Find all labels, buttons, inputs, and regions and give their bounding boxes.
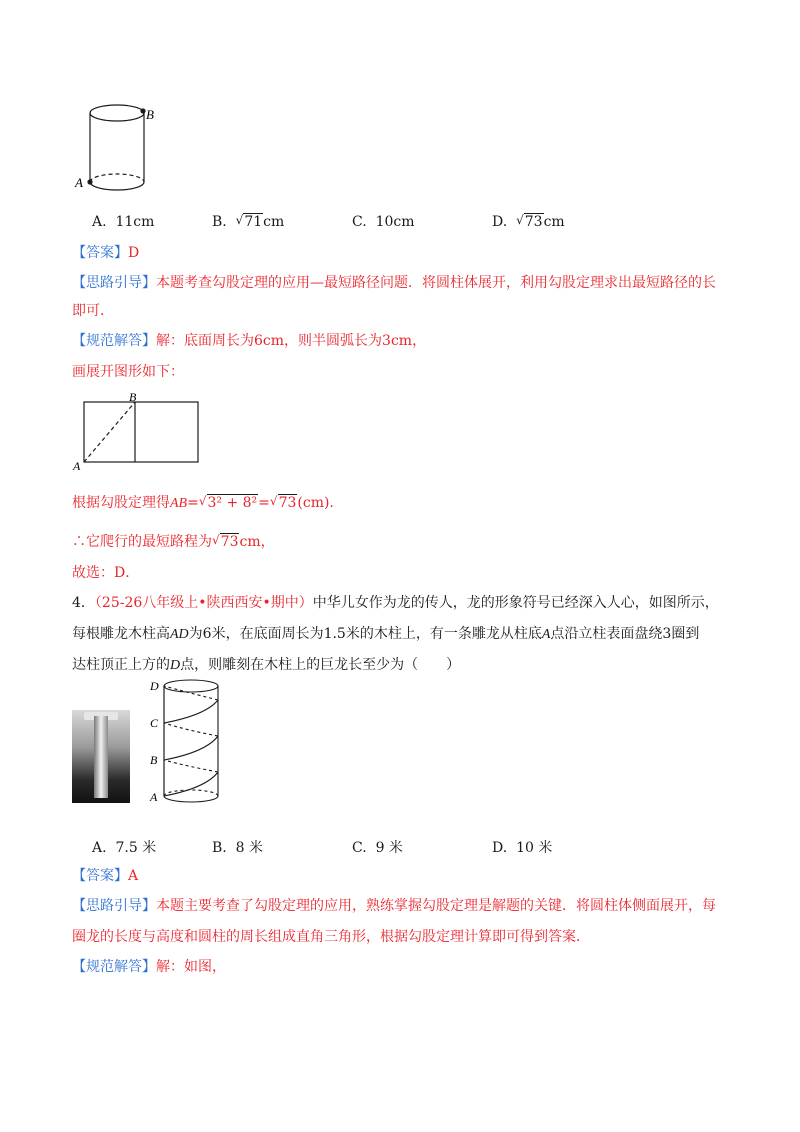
q4-solution: 【规范解答】解：如图， (72, 959, 226, 975)
q3-conclusion: ∴它爬行的最短路程为√73cm， (72, 533, 275, 550)
label-a: A (150, 790, 158, 804)
label-b: B (129, 390, 137, 404)
q3-hint: 【思路引导】本题考查勾股定理的应用—最短路径问题．将圆柱体展开，利用勾股定理求出最短路径的长 (72, 275, 716, 291)
q3-option-b[interactable]: B. √71cm (212, 213, 285, 230)
label-c: C (150, 716, 159, 730)
q3-solution-line2: 画展开图形如下： (72, 364, 184, 380)
pillar-body (94, 716, 108, 798)
q4-stem-line3: 达柱顶正上方的D点，则雕刻在木柱上的巨龙长至少为（ ） (72, 657, 461, 673)
label-a: A (73, 459, 81, 472)
q3-choice: 故选：D． (72, 565, 140, 581)
q3-hint-cont: 即可． (72, 303, 114, 319)
q3-option-a[interactable]: A. 11cm (92, 214, 155, 230)
q4-hint: 【思路引导】本题主要考查了勾股定理的应用，熟练掌握勾股定理是解题的关键．将圆柱体侧面展开，每 (72, 898, 716, 914)
q4-answer: 【答案】A (72, 868, 139, 884)
cylinder-figure (70, 96, 170, 196)
q4-option-a[interactable]: A. 7.5 米 (92, 840, 157, 856)
q3-ab-equation: 根据勾股定理得AB=√3² + 8²=√73(cm). (72, 494, 334, 511)
q4-stem-line2: 每根雕龙木柱高AD为6米，在底面周长为1.5米的木柱上，有一条雕龙从柱底A点沿立柱表面盘绕3圈到 (72, 626, 700, 642)
q4-option-b[interactable]: B. 8 米 (212, 840, 264, 856)
spiral-cylinder-figure (146, 676, 236, 810)
q3-solution: 【规范解答】解：底面周长为6cm，则半圆弧长为3cm， (72, 333, 427, 349)
label-a: A (75, 175, 83, 190)
pillar-photo (72, 710, 130, 803)
q4-stem-line1: 4．（25-26八年级上•陕西西安•期中）中华儿女作为龙的传人，龙的形象符号已经深入人心，如图所示， (72, 595, 719, 611)
q4-option-c[interactable]: C. 9 米 (352, 840, 403, 856)
q3-option-c[interactable]: C. 10cm (352, 214, 415, 230)
label-d: D (150, 679, 159, 693)
q4-hint-cont: 圈龙的长度与高度和圆柱的周长组成直角三角形，根据勾股定理计算即可得到答案． (72, 929, 590, 945)
q3-answer: 【答案】D (72, 245, 140, 261)
label-b: B (150, 753, 158, 767)
unfolded-rectangle-figure (70, 390, 205, 472)
label-b: B (146, 107, 154, 122)
q3-option-d[interactable]: D. √73cm (492, 213, 565, 230)
q4-option-d[interactable]: D. 10 米 (492, 840, 553, 856)
